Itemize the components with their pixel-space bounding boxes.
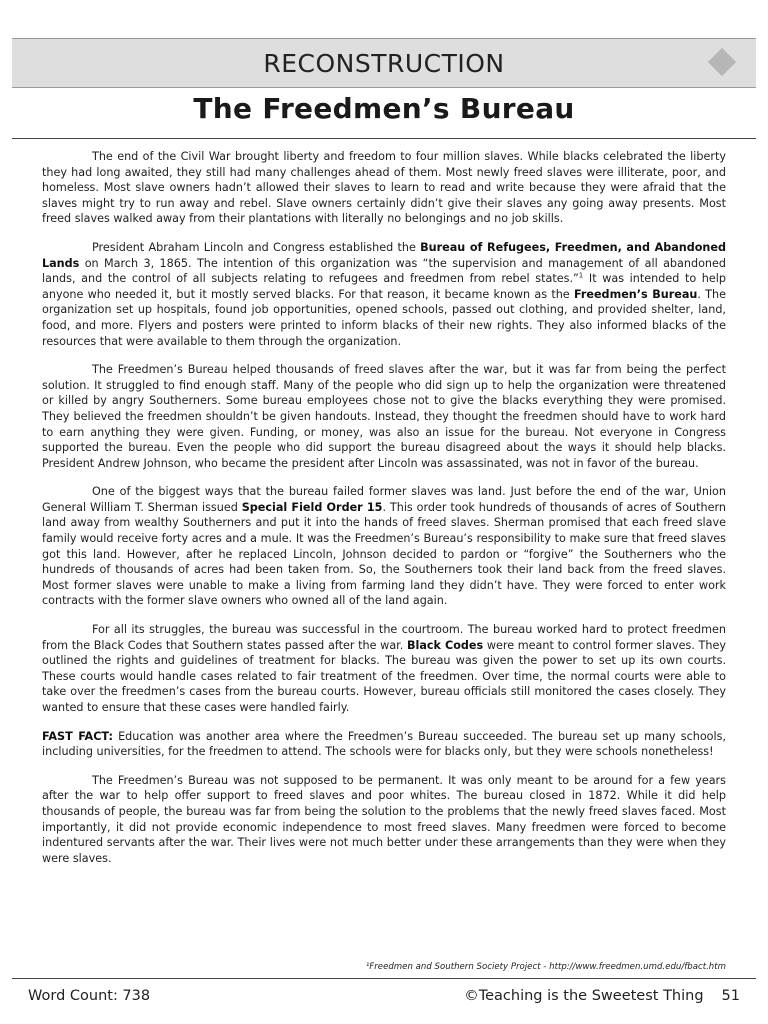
paragraph-2-text-4: . The organization set up hospitals, found job opportunities, opened schools, passed out clothing, and provided shelter, land, food, and more. Flyers and posters were printed to inform blacks of their new rights. They also informed blacks of the resources that were available to them through the organization. — [42, 287, 726, 348]
paragraph-4-text-2: . This order took hundreds of thousands of acres of Southern land away from wealthy Southerners and put it into the hands of freed slaves. Sherman promised that each freed slave family would receive forty acres and a mule. It was the Freedmen’s Bureau’s responsibility to make sure that freed slaves got this land. However, after he replaced Lincoln, Johnson decided to pardon or “forgive” the Southerners who the hundreds of thousands of acres had been taken from. So, the Southerners took their land back from the freed slaves. Most former slaves were unable to make a living from farming land they didn’t have. They were forced to enter work contracts with the former slave owners who owned all of the land again. — [42, 500, 726, 608]
paragraph-4 — [42, 484, 726, 609]
fast-fact-label: FAST FACT: — [42, 729, 113, 743]
section-header-band — [12, 38, 756, 88]
footnote-ref: 1 — [578, 271, 584, 280]
section-title: RECONSTRUCTION — [263, 49, 505, 78]
copyright: ©Teaching is the Sweetest Thing — [464, 988, 704, 1004]
paragraph-1: The end of the Civil War brought liberty and freedom to four million slaves. While blacks celebrated the liberty they had long awaited, they still had many challenges ahead of them. Most newly freed slaves were illiterate, poor, and homeless. Most slave owners hadn’t allowed their slaves to learn to read and write because they were afraid that the slaves might try to run away and rebel. Slave owners certainly didn’t give their slaves any going away presents. Most freed slaves walked away from their plantations with literally no belongings and no job skills. — [42, 150, 726, 226]
paragraph-3: The Freedmen’s Bureau helped thousands of freed slaves after the war, but it was far from being the perfect solution. It struggled to find enough staff. Many of the people who did sign up to help the organization were threatened or killed by angry Southerners. Some bureau employees chose not to give the blacks everything they were promised. They believed the freedmen shouldn’t be given handouts. Instead, they thought the freedmen should have to work hard to earn anything they were given. Funding, or money, was also an issue for the bureau. Not everyone in Congress supported the bureau. Even the people who did support the bureau disagreed about the ways it should help blacks. President Andrew Johnson, who became the president after Lincoln was assassinated, was not in favor of the bureau. — [42, 363, 726, 470]
paragraph-2-text-2: on March 3, 1865. The intention of this organization was “the supervision and management of all abandoned lands, and the control of all subjects relating to refugees and freedmen from rebel states.” — [42, 256, 726, 286]
word-count: Word Count: 738 — [28, 988, 151, 1004]
footer-credits — [464, 988, 740, 1004]
term-freedmens-bureau: Freedmen’s Bureau — [573, 287, 698, 301]
paragraph-2 — [42, 240, 726, 349]
page-title: The Freedmen’s Bureau — [193, 92, 575, 125]
term-black-codes: Black Codes — [406, 638, 484, 652]
paragraph-6: The Freedmen’s Bureau was not supposed to be permanent. It was only meant to be around for a few years after the war to help offer support to freed slaves and poor whites. The bureau closed in 1872. While it did help thousands of people, the bureau was far from being the solution to the problems that the newly freed slaves faced. Most importantly, it did not provide economic independence to most freed slaves. Many freedmen were forced to become indentured servants after the war. Their lives were not much better under these arrangements than they were when they were slaves. — [42, 773, 726, 865]
paragraph-4-text-1: One of the biggest ways that the bureau failed former slaves was land. Just before the end of the war, Union General William T. Sherman issued — [42, 485, 726, 514]
paragraph-5 — [42, 622, 726, 716]
paragraph-2-text-3: It was intended to help anyone who needed it, but it mostly served blacks. For that reason, it became known as the — [42, 272, 726, 301]
term-special-field-order: Special Field Order 15 — [241, 500, 383, 514]
fast-fact — [42, 729, 726, 760]
paragraph-5-text-1: For all its struggles, the bureau was successful in the courtroom. The bureau worked hard to protect freedmen from the Black Codes that Southern states passed after the war. — [42, 623, 726, 652]
page-number: 51 — [721, 988, 740, 1004]
article-body — [42, 149, 726, 866]
top-divider — [12, 138, 756, 139]
paragraph-2-text-1: President Abraham Lincoln and Congress established the — [92, 240, 421, 254]
bottom-divider — [12, 978, 756, 979]
footnote: ¹Freedmen and Southern Society Project - http://www.freedmen.umd.edu/fbact.htm — [365, 962, 726, 972]
fast-fact-text: Education was another area where the Freedmen’s Bureau succeeded. The bureau set up many schools, including universities, for the freedmen to attend. The schools were for blacks only, but they were schools nonetheless! — [42, 729, 726, 759]
term-bureau-of-refugees: Bureau of Refugees, Freedmen, and Abandoned Lands — [42, 240, 726, 270]
paragraph-5-text-2: were meant to control former slaves. They outlined the rights and guidelines of treatment for blacks. The bureau was given the power to set up its own courts. These courts would handle cases related to fair treatment of the freedmen. Over time, the normal courts were able to take over the freedmen’s cases from the bureau courts. However, bureau officials still monitored the cases closely. They wanted to ensure that these cases were handled fairly. — [42, 638, 726, 714]
